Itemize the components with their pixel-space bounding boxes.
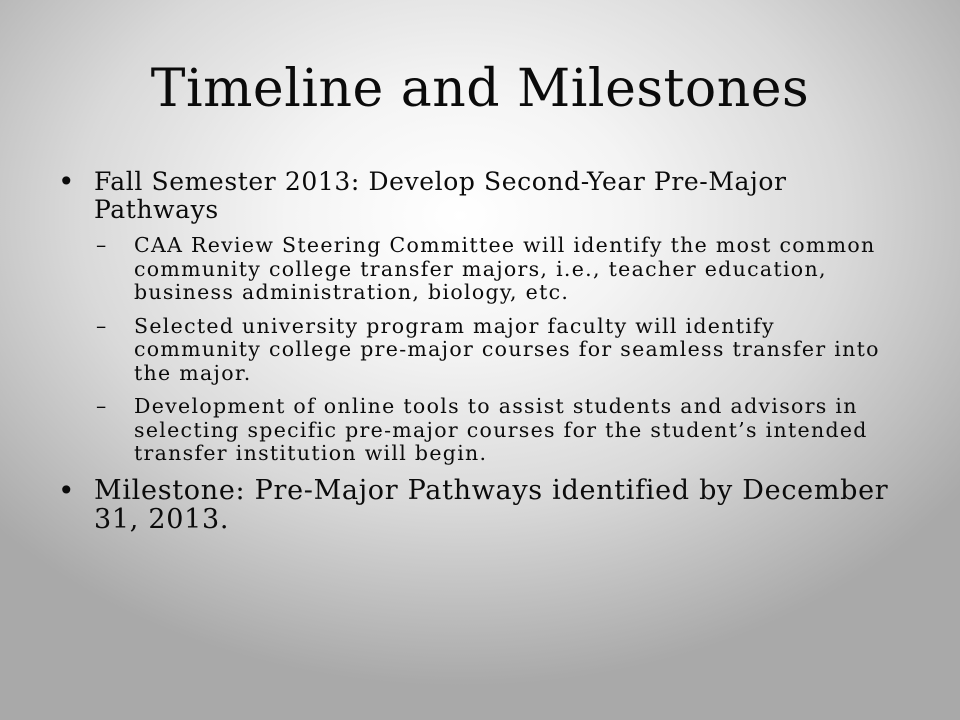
slide-title: Timeline and Milestones (150, 59, 810, 119)
sub-item (58, 395, 908, 466)
sub-list (58, 234, 908, 466)
bullet-icon: • (58, 473, 76, 507)
sub-item (58, 315, 908, 386)
bullet-text: Milestone: Pre-Major Pathways identified by December 31, 2013. (94, 474, 889, 535)
bullet-item (58, 473, 908, 535)
sub-item-text: Development of online tools to assist students and advisors in selecting specific pre-major courses for the student’s intended transfer institution will begin. (134, 394, 868, 465)
bullet-icon: • (58, 165, 76, 198)
slide-content (58, 165, 908, 542)
bullet-text: Fall Semester 2013: Develop Second-Year Pre-Major Pathways (94, 167, 787, 224)
dash-icon: – (96, 233, 108, 257)
sub-item-text: CAA Review Steering Committee will identify the most common community college transfer majors, i.e., teacher education, business administration, biology, etc. (134, 233, 876, 304)
dash-icon: – (96, 394, 108, 418)
dash-icon: – (96, 313, 108, 338)
sub-item (58, 234, 908, 305)
sub-item-text: Selected university program major faculty will identify community college pre-major courses for seamless transfer into the major. (134, 313, 880, 385)
bullet-item (58, 165, 908, 466)
